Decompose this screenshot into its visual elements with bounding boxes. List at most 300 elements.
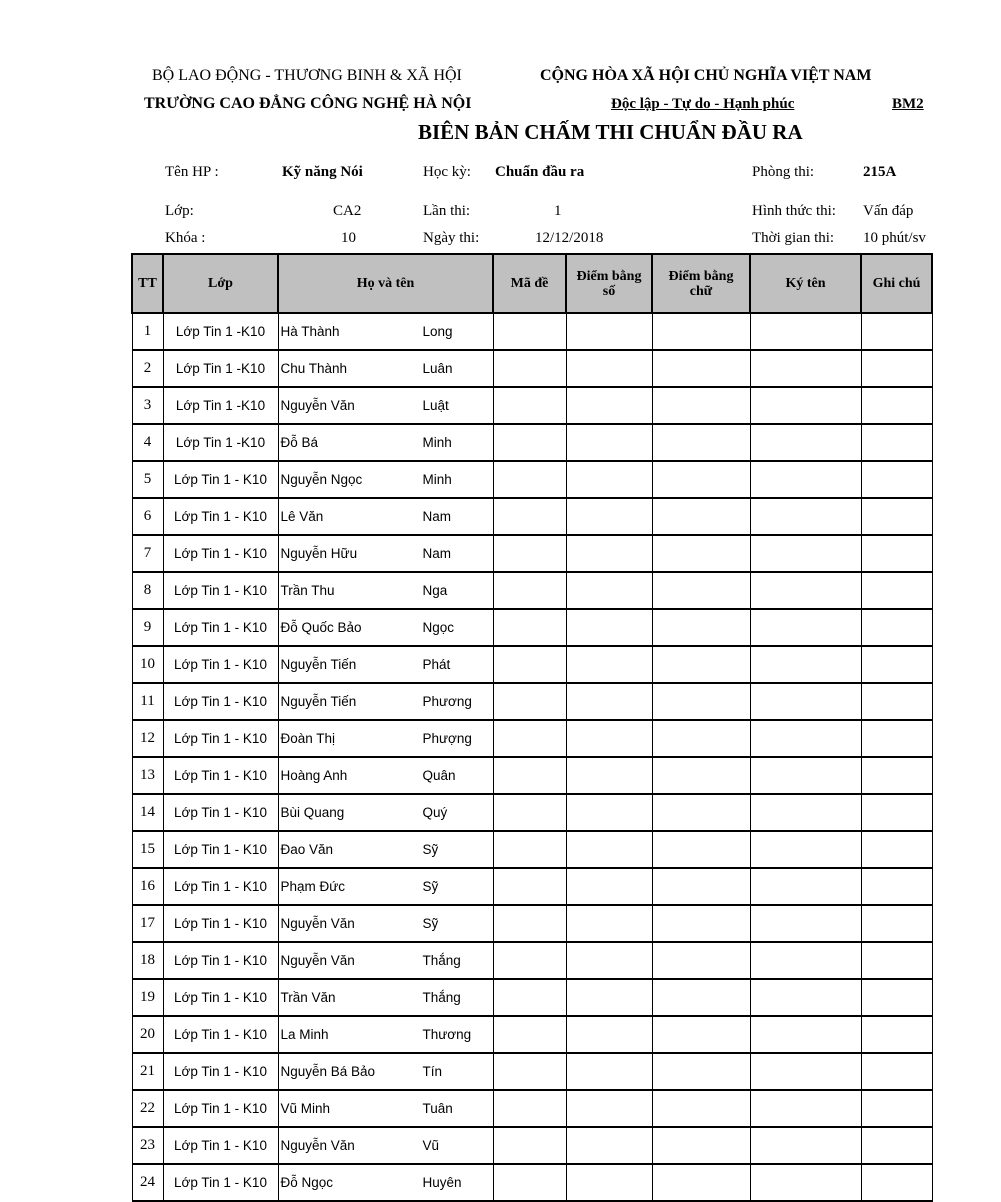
row-exam-code-cell[interactable] (493, 1016, 566, 1053)
row-last-name: Đỗ Ngọc (280, 1175, 334, 1190)
header-motto: Độc lập - Tự do - Hạnh phúc (611, 96, 795, 112)
row-full-name (278, 942, 493, 979)
row-score-text-cell[interactable] (652, 572, 750, 609)
exam-format-value: Vấn đáp (863, 203, 914, 219)
row-exam-code-cell[interactable] (493, 831, 566, 868)
row-class: Lớp Tin 1 - K10 (163, 1127, 278, 1164)
row-note-cell[interactable] (861, 387, 932, 424)
row-score-text-cell[interactable] (652, 905, 750, 942)
row-exam-code-cell[interactable] (493, 350, 566, 387)
row-exam-code-cell[interactable] (493, 424, 566, 461)
row-class: Lớp Tin 1 -K10 (163, 350, 278, 387)
attempt-label: Lần thi: (423, 203, 471, 219)
row-score-number-cell[interactable] (566, 1127, 652, 1164)
row-first-name: Tín (422, 1064, 443, 1079)
row-name-wrap (279, 731, 493, 746)
row-number: 7 (132, 535, 163, 572)
row-score-text-cell[interactable] (652, 683, 750, 720)
row-class: Lớp Tin 1 -K10 (163, 313, 278, 350)
row-name-wrap (279, 509, 493, 524)
row-class: Lớp Tin 1 - K10 (163, 609, 278, 646)
row-signature-cell[interactable] (750, 720, 861, 757)
row-exam-code-cell[interactable] (493, 646, 566, 683)
table-row (132, 424, 932, 461)
row-name-wrap (279, 953, 493, 968)
row-score-text-cell[interactable] (652, 461, 750, 498)
row-full-name (278, 646, 493, 683)
row-note-cell[interactable] (861, 1053, 932, 1090)
row-last-name: Nguyễn Hữu (280, 546, 358, 561)
row-name-wrap (279, 324, 493, 339)
row-note-cell[interactable] (861, 794, 932, 831)
row-name-wrap (279, 694, 493, 709)
row-number: 19 (132, 979, 163, 1016)
row-first-name: Nam (422, 509, 452, 524)
row-class: Lớp Tin 1 - K10 (163, 646, 278, 683)
row-score-text-cell[interactable] (652, 979, 750, 1016)
row-score-number-cell[interactable] (566, 979, 652, 1016)
row-first-name: Tuân (422, 1101, 453, 1116)
row-full-name (278, 461, 493, 498)
table-row (132, 794, 932, 831)
row-last-name: La Minh (280, 1027, 329, 1042)
row-full-name (278, 1053, 493, 1090)
row-note-cell[interactable] (861, 313, 932, 350)
row-score-text-cell[interactable] (652, 720, 750, 757)
row-score-number-cell[interactable] (566, 1090, 652, 1127)
exam-format-label: Hình thức thi: (752, 203, 836, 219)
table-row (132, 1164, 932, 1201)
row-exam-code-cell[interactable] (493, 979, 566, 1016)
row-class: Lớp Tin 1 -K10 (163, 424, 278, 461)
row-score-number-cell[interactable] (566, 720, 652, 757)
row-note-cell[interactable] (861, 424, 932, 461)
row-signature-cell[interactable] (750, 831, 861, 868)
row-score-text-cell[interactable] (652, 424, 750, 461)
row-name-wrap (279, 1101, 493, 1116)
row-signature-cell[interactable] (750, 424, 861, 461)
row-name-wrap (279, 620, 493, 635)
row-signature-cell[interactable] (750, 572, 861, 609)
row-class: Lớp Tin 1 - K10 (163, 868, 278, 905)
row-score-number-cell[interactable] (566, 868, 652, 905)
table-row (132, 572, 932, 609)
row-signature-cell[interactable] (750, 979, 861, 1016)
row-number: 12 (132, 720, 163, 757)
row-note-cell[interactable] (861, 1164, 932, 1201)
room-value: 215A (863, 164, 897, 180)
row-last-name: Vũ Minh (280, 1101, 331, 1116)
row-first-name: Sỹ (422, 879, 439, 894)
row-first-name: Luật (422, 398, 449, 413)
row-score-text-cell[interactable] (652, 609, 750, 646)
row-note-cell[interactable] (861, 572, 932, 609)
row-signature-cell[interactable] (750, 535, 861, 572)
row-score-number-cell[interactable] (566, 535, 652, 572)
row-score-number-cell[interactable] (566, 1053, 652, 1090)
row-exam-code-cell[interactable] (493, 1090, 566, 1127)
row-first-name: Nam (422, 546, 452, 561)
row-signature-cell[interactable] (750, 868, 861, 905)
row-full-name (278, 387, 493, 424)
row-score-number-cell[interactable] (566, 757, 652, 794)
table-row (132, 868, 932, 905)
row-class: Lớp Tin 1 - K10 (163, 461, 278, 498)
table-row (132, 831, 932, 868)
row-class: Lớp Tin 1 - K10 (163, 572, 278, 609)
table-row (132, 905, 932, 942)
row-signature-cell[interactable] (750, 905, 861, 942)
row-note-cell[interactable] (861, 1127, 932, 1164)
row-class: Lớp Tin 1 - K10 (163, 720, 278, 757)
row-signature-cell[interactable] (750, 313, 861, 350)
row-signature-cell[interactable] (750, 942, 861, 979)
row-last-name: Phạm Đức (280, 879, 346, 894)
row-first-name: Thương (422, 1027, 472, 1042)
header-school: TRƯỜNG CAO ĐẲNG CÔNG NGHỆ HÀ NỘI (144, 95, 472, 112)
row-first-name: Thắng (422, 990, 461, 1005)
row-score-text-cell[interactable] (652, 757, 750, 794)
row-full-name (278, 720, 493, 757)
row-number: 20 (132, 1016, 163, 1053)
row-first-name: Phát (422, 657, 451, 672)
row-name-wrap (279, 657, 493, 672)
row-score-number-cell[interactable] (566, 1016, 652, 1053)
form-code: BM2 (892, 96, 924, 112)
row-full-name (278, 498, 493, 535)
row-note-cell[interactable] (861, 868, 932, 905)
class-label: Lớp: (165, 203, 194, 219)
row-signature-cell[interactable] (750, 498, 861, 535)
row-first-name: Phượng (422, 731, 472, 746)
row-score-text-cell[interactable] (652, 868, 750, 905)
duration-label: Thời gian thi: (752, 230, 835, 246)
row-last-name: Đao Văn (280, 842, 334, 857)
row-score-text-cell[interactable] (652, 498, 750, 535)
row-full-name (278, 535, 493, 572)
row-full-name (278, 831, 493, 868)
row-exam-code-cell[interactable] (493, 1053, 566, 1090)
row-exam-code-cell[interactable] (493, 387, 566, 424)
row-name-wrap (279, 546, 493, 561)
row-class: Lớp Tin 1 - K10 (163, 535, 278, 572)
row-full-name (278, 979, 493, 1016)
header-ministry: BỘ LAO ĐỘNG - THƯƠNG BINH & XÃ HỘI (152, 67, 462, 84)
row-full-name (278, 424, 493, 461)
row-class: Lớp Tin 1 - K10 (163, 831, 278, 868)
row-name-wrap (279, 1064, 493, 1079)
row-note-cell[interactable] (861, 461, 932, 498)
table-row (132, 720, 932, 757)
header-signature: Ký tên (750, 254, 861, 313)
row-number: 10 (132, 646, 163, 683)
row-number: 14 (132, 794, 163, 831)
course-label: Khóa : (165, 230, 206, 246)
row-score-number-cell[interactable] (566, 942, 652, 979)
row-name-wrap (279, 805, 493, 820)
row-first-name: Nga (422, 583, 448, 598)
row-last-name: Nguyễn Văn (280, 1138, 355, 1153)
row-class: Lớp Tin 1 - K10 (163, 1053, 278, 1090)
row-exam-code-cell[interactable] (493, 720, 566, 757)
row-name-wrap (279, 435, 493, 450)
header-code: Mã đề (493, 254, 566, 313)
row-full-name (278, 1016, 493, 1053)
row-note-cell[interactable] (861, 609, 932, 646)
table-row (132, 535, 932, 572)
row-signature-cell[interactable] (750, 609, 861, 646)
row-score-number-cell[interactable] (566, 683, 652, 720)
row-number: 3 (132, 387, 163, 424)
row-exam-code-cell[interactable] (493, 1164, 566, 1201)
row-last-name: Đỗ Quốc Bảo (280, 620, 362, 635)
row-name-wrap (279, 398, 493, 413)
row-note-cell[interactable] (861, 831, 932, 868)
score-table (131, 253, 933, 1202)
row-score-number-cell[interactable] (566, 609, 652, 646)
row-full-name (278, 683, 493, 720)
row-class: Lớp Tin 1 - K10 (163, 1164, 278, 1201)
row-class: Lớp Tin 1 - K10 (163, 1016, 278, 1053)
table-row (132, 979, 932, 1016)
row-exam-code-cell[interactable] (493, 757, 566, 794)
row-note-cell[interactable] (861, 1016, 932, 1053)
row-exam-code-cell[interactable] (493, 498, 566, 535)
row-score-number-cell[interactable] (566, 424, 652, 461)
row-full-name (278, 905, 493, 942)
table-row (132, 757, 932, 794)
row-first-name: Minh (422, 472, 452, 487)
row-number: 15 (132, 831, 163, 868)
row-name-wrap (279, 842, 493, 857)
date-label: Ngày thi: (423, 230, 480, 246)
row-first-name: Quý (422, 805, 448, 820)
row-score-text-cell[interactable] (652, 831, 750, 868)
row-number: 18 (132, 942, 163, 979)
row-first-name: Huyên (422, 1175, 462, 1190)
row-score-text-cell[interactable] (652, 350, 750, 387)
row-first-name: Ngọc (422, 620, 455, 635)
row-note-cell[interactable] (861, 646, 932, 683)
row-exam-code-cell[interactable] (493, 609, 566, 646)
row-number: 23 (132, 1127, 163, 1164)
row-last-name: Bùi Quang (280, 805, 345, 820)
row-last-name: Trần Văn (280, 990, 336, 1005)
row-first-name: Minh (422, 435, 452, 450)
row-note-cell[interactable] (861, 498, 932, 535)
document-title: BIÊN BẢN CHẤM THI CHUẨN ĐẦU RA (418, 120, 803, 144)
header-score-text (652, 254, 750, 313)
header-score-number (566, 254, 652, 313)
table-header-row (132, 254, 932, 313)
row-first-name: Thắng (422, 953, 461, 968)
row-last-name: Trần Thu (280, 583, 335, 598)
row-full-name (278, 868, 493, 905)
row-last-name: Đỗ Bá (280, 435, 319, 450)
row-last-name: Hà Thành (280, 324, 340, 339)
row-name-wrap (279, 990, 493, 1005)
row-exam-code-cell[interactable] (493, 905, 566, 942)
row-signature-cell[interactable] (750, 1016, 861, 1053)
row-score-text-cell[interactable] (652, 794, 750, 831)
row-score-number-cell[interactable] (566, 831, 652, 868)
row-exam-code-cell[interactable] (493, 461, 566, 498)
row-note-cell[interactable] (861, 350, 932, 387)
row-note-cell[interactable] (861, 979, 932, 1016)
row-score-text-cell[interactable] (652, 1053, 750, 1090)
semester-label: Học kỳ: (423, 164, 471, 180)
row-score-number-cell[interactable] (566, 1164, 652, 1201)
table-row (132, 1053, 932, 1090)
row-note-cell[interactable] (861, 942, 932, 979)
row-number: 16 (132, 868, 163, 905)
row-note-cell[interactable] (861, 905, 932, 942)
row-name-wrap (279, 361, 493, 376)
row-score-text-cell[interactable] (652, 313, 750, 350)
row-exam-code-cell[interactable] (493, 535, 566, 572)
row-name-wrap (279, 1027, 493, 1042)
row-score-number-cell[interactable] (566, 646, 652, 683)
row-name-wrap (279, 768, 493, 783)
header-score-text-line2: chữ (689, 283, 713, 299)
table-row (132, 350, 932, 387)
row-signature-cell[interactable] (750, 1127, 861, 1164)
table-row (132, 683, 932, 720)
row-last-name: Nguyễn Tiến (280, 694, 357, 709)
row-score-text-cell[interactable] (652, 535, 750, 572)
row-note-cell[interactable] (861, 535, 932, 572)
row-first-name: Vũ (422, 1138, 440, 1153)
row-score-text-cell[interactable] (652, 1127, 750, 1164)
row-number: 6 (132, 498, 163, 535)
row-score-number-cell[interactable] (566, 905, 652, 942)
semester-value: Chuẩn đầu ra (495, 164, 585, 180)
row-first-name: Phương (422, 694, 472, 709)
header-note: Ghi chú (861, 254, 932, 313)
row-exam-code-cell[interactable] (493, 313, 566, 350)
row-score-text-cell[interactable] (652, 646, 750, 683)
row-class: Lớp Tin 1 - K10 (163, 979, 278, 1016)
table-row (132, 1127, 932, 1164)
table-row (132, 646, 932, 683)
row-full-name (278, 1090, 493, 1127)
row-signature-cell[interactable] (750, 350, 861, 387)
row-signature-cell[interactable] (750, 1090, 861, 1127)
row-number: 24 (132, 1164, 163, 1201)
row-score-text-cell[interactable] (652, 387, 750, 424)
row-first-name: Quân (422, 768, 456, 783)
row-first-name: Long (422, 324, 453, 339)
row-score-text-cell[interactable] (652, 1016, 750, 1053)
table-row (132, 313, 932, 350)
header-score-number-line2: số (602, 283, 616, 299)
row-full-name (278, 350, 493, 387)
header-name: Họ và tên (278, 254, 493, 313)
row-score-text-cell[interactable] (652, 1164, 750, 1201)
row-exam-code-cell[interactable] (493, 572, 566, 609)
row-exam-code-cell[interactable] (493, 794, 566, 831)
row-note-cell[interactable] (861, 757, 932, 794)
row-score-text-cell[interactable] (652, 1090, 750, 1127)
row-exam-code-cell[interactable] (493, 683, 566, 720)
row-full-name (278, 609, 493, 646)
row-name-wrap (279, 879, 493, 894)
row-signature-cell[interactable] (750, 1053, 861, 1090)
row-last-name: Nguyễn Bá Bảo (280, 1064, 376, 1079)
table-row (132, 609, 932, 646)
row-class: Lớp Tin 1 - K10 (163, 794, 278, 831)
table-row (132, 1016, 932, 1053)
row-score-number-cell[interactable] (566, 350, 652, 387)
row-first-name: Luân (422, 361, 453, 376)
row-full-name (278, 757, 493, 794)
row-signature-cell[interactable] (750, 646, 861, 683)
table-row (132, 387, 932, 424)
row-number: 4 (132, 424, 163, 461)
row-note-cell[interactable] (861, 1090, 932, 1127)
row-number: 13 (132, 757, 163, 794)
row-signature-cell[interactable] (750, 683, 861, 720)
duration-value: 10 phút/sv (863, 230, 926, 246)
row-signature-cell[interactable] (750, 757, 861, 794)
row-class: Lớp Tin 1 - K10 (163, 757, 278, 794)
row-number: 1 (132, 313, 163, 350)
row-score-number-cell[interactable] (566, 794, 652, 831)
subject-value: Kỹ năng Nói (282, 164, 363, 180)
row-name-wrap (279, 916, 493, 931)
header-republic: CỘNG HÒA XÃ HỘI CHỦ NGHĨA VIỆT NAM (540, 67, 872, 84)
row-score-number-cell[interactable] (566, 387, 652, 424)
row-full-name (278, 313, 493, 350)
row-last-name: Đoàn Thị (280, 731, 336, 746)
row-last-name: Lê Văn (280, 509, 324, 524)
row-note-cell[interactable] (861, 683, 932, 720)
row-full-name (278, 1127, 493, 1164)
row-number: 2 (132, 350, 163, 387)
row-score-number-cell[interactable] (566, 498, 652, 535)
row-name-wrap (279, 583, 493, 598)
row-exam-code-cell[interactable] (493, 942, 566, 979)
table-row (132, 461, 932, 498)
row-signature-cell[interactable] (750, 1164, 861, 1201)
row-number: 9 (132, 609, 163, 646)
row-signature-cell[interactable] (750, 387, 861, 424)
row-last-name: Nguyễn Văn (280, 398, 355, 413)
score-table-body (132, 313, 932, 1201)
row-name-wrap (279, 1175, 493, 1190)
row-class: Lớp Tin 1 -K10 (163, 387, 278, 424)
class-value: CA2 (333, 203, 362, 219)
row-full-name (278, 572, 493, 609)
row-last-name: Nguyễn Tiến (280, 657, 357, 672)
row-score-text-cell[interactable] (652, 942, 750, 979)
row-signature-cell[interactable] (750, 461, 861, 498)
attempt-value: 1 (554, 203, 562, 219)
row-first-name: Sỹ (422, 842, 439, 857)
row-note-cell[interactable] (861, 720, 932, 757)
row-score-number-cell[interactable] (566, 313, 652, 350)
row-score-number-cell[interactable] (566, 572, 652, 609)
row-last-name: Nguyễn Ngọc (280, 472, 363, 487)
row-exam-code-cell[interactable] (493, 1127, 566, 1164)
course-value: 10 (341, 230, 356, 246)
row-score-number-cell[interactable] (566, 461, 652, 498)
row-signature-cell[interactable] (750, 794, 861, 831)
row-first-name: Sỹ (422, 916, 439, 931)
row-class: Lớp Tin 1 - K10 (163, 942, 278, 979)
row-exam-code-cell[interactable] (493, 868, 566, 905)
date-value: 12/12/2018 (535, 230, 604, 246)
